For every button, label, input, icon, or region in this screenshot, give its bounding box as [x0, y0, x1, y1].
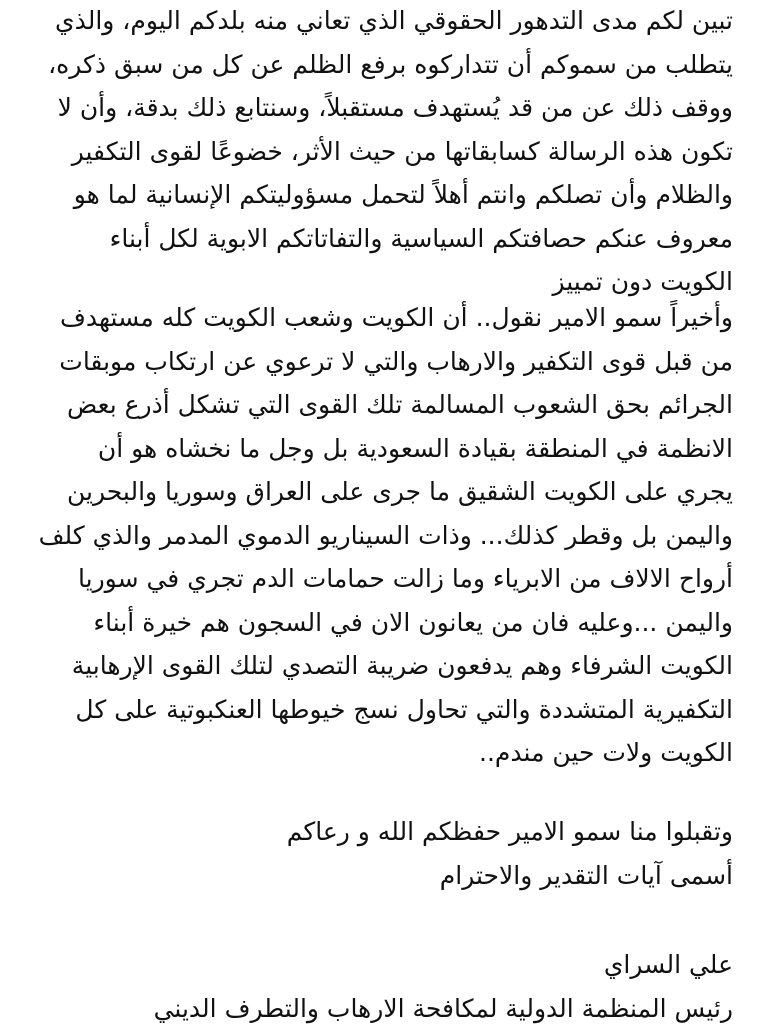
- text-line: والظلام وأن تصلكم وانتم أهلاً لتحمل مسؤوليتكم الإنسانية لما هو: [30, 173, 733, 217]
- signatory-name: علي السراي: [30, 943, 733, 987]
- text-line: ووقف ذلك عن من قد يُستهدف مستقبلاً، وسنتابع ذلك بدقة، وأن لا: [30, 86, 733, 130]
- text-line: من قبل قوى التكفير والارهاب والتي لا ترعوي عن ارتكاب موبقات: [30, 340, 733, 384]
- text-line: تكون هذه الرسالة كسابقاتها من حيث الأثر، خضوعًا لقوى التكفير: [30, 130, 733, 174]
- text-line: واليمن ...وعليه فان من يعانون الان في السجون هم خيرة أبناء: [30, 601, 733, 645]
- text-line: معروف عنكم حصافتكم السياسية والتفاتاتكم الابوية لكل أبناء: [30, 217, 733, 261]
- text-line: الانظمة في المنطقة بقيادة السعودية بل وجل ما نخشاه هو أن: [30, 427, 733, 471]
- signature-block: [30, 943, 733, 1030]
- text-line: أرواح الالاف من الابرياء وما زالت حمامات الدم تجري في سوريا: [30, 557, 733, 601]
- paragraph-final-warning: [30, 296, 733, 775]
- text-line: أسمى آيات التقدير والاحترام: [30, 854, 733, 898]
- text-line: يتطلب من سموكم أن تتداركوه برفع الظلم عن كل من سبق ذكره،: [30, 43, 733, 87]
- paragraph-rights-situation: [30, 0, 733, 304]
- text-line: واليمن بل وقطر كذلك... وذات السيناريو الدموي المدمر والذي كلف: [30, 514, 733, 558]
- text-line: وأخيراً سمو الامير نقول.. أن الكويت وشعب الكويت كله مستهدف: [30, 296, 733, 340]
- text-line: الجرائم بحق الشعوب المسالمة تلك القوى التي تشكل أذرع بعض: [30, 383, 733, 427]
- text-line: وتقبلوا منا سمو الامير حفظكم الله و رعاكم: [30, 810, 733, 854]
- text-line: يجري على الكويت الشقيق ما جرى على العراق وسوريا والبحرين: [30, 470, 733, 514]
- text-line: تبين لكم مدى التدهور الحقوقي الذي تعاني منه بلدكم اليوم، والذي: [30, 0, 733, 43]
- paragraph-closing: [30, 810, 733, 897]
- text-line: التكفيرية المتشددة والتي تحاول نسج خيوطها العنكبوتية على كل: [30, 688, 733, 732]
- signatory-title: رئيس المنظمة الدولية لمكافحة الارهاب والتطرف الديني: [30, 987, 733, 1030]
- text-line: الكويت ولات حين مندم..: [30, 731, 733, 775]
- text-line: الكويت الشرفاء وهم يدفعون ضريبة التصدي لتلك القوى الإرهابية: [30, 644, 733, 688]
- text-line: الكويت دون تمييز: [30, 260, 733, 304]
